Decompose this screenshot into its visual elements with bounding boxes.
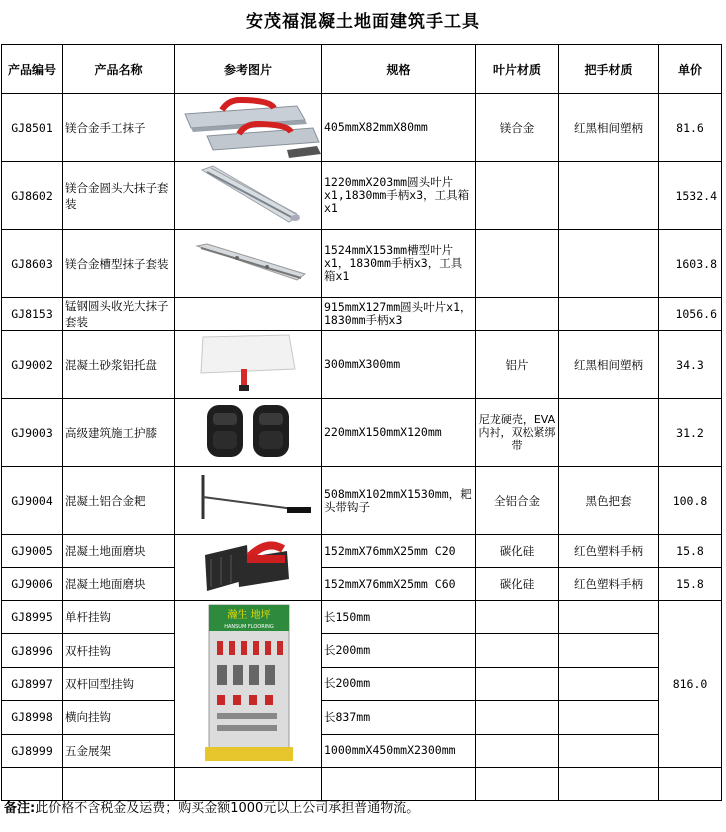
cell-name: 混凝土地面磨块 <box>63 535 175 568</box>
cell-spec: 405mmX82mmX80mm <box>322 94 476 162</box>
table-row <box>2 331 722 399</box>
cell-name: 锰钢圆头收光大抹子套装 <box>63 298 175 331</box>
product-table <box>1 44 722 801</box>
cell-handle: 红色塑料手柄 <box>559 535 659 568</box>
table-row <box>2 162 722 230</box>
cell-handle <box>559 701 659 734</box>
cell-spec: 长837mm <box>322 701 476 734</box>
cell-price: 15.8 <box>659 535 722 568</box>
cell-spec: 508mmX102mmX1530mm，耙头带钩子 <box>322 467 476 535</box>
grinding-block-image <box>177 535 322 597</box>
cell-code: GJ8999 <box>2 734 63 767</box>
cell-blade <box>476 634 559 667</box>
table-row <box>2 298 722 331</box>
empty-cell <box>2 768 63 801</box>
header-spec: 规格 <box>322 45 476 94</box>
cell-code: GJ9005 <box>2 535 63 568</box>
cell-spec: 1524mmX153mm槽型叶片x1，1830mm手柄x3，工具箱x1 <box>322 230 476 298</box>
cell-price: 1603.8 <box>659 230 722 298</box>
cell-spec: 220mmX150mmX120mm <box>322 399 476 467</box>
knee-pads-image <box>177 399 322 463</box>
header-code: 产品编号 <box>2 45 63 94</box>
table-row <box>2 467 722 535</box>
display-brand-text: 瀚生 地坪 <box>227 610 271 621</box>
cell-image <box>175 535 322 601</box>
cell-spec: 长200mm <box>322 667 476 700</box>
table-row <box>2 634 722 667</box>
header-blade: 叶片材质 <box>476 45 559 94</box>
cell-handle: 红色塑料手柄 <box>559 568 659 601</box>
cell-code: GJ8996 <box>2 634 63 667</box>
cell-name: 双杆回型挂钩 <box>63 667 175 700</box>
cell-handle: 红黑相间塑柄 <box>559 94 659 162</box>
empty-cell <box>559 768 659 801</box>
cell-name: 混凝土地面磨块 <box>63 568 175 601</box>
empty-cell <box>63 768 175 801</box>
empty-cell <box>659 768 722 801</box>
rake-image <box>177 467 322 531</box>
cell-handle <box>559 298 659 331</box>
cell-name: 镁合金槽型抹子套装 <box>63 230 175 298</box>
table-row <box>2 399 722 467</box>
cell-code: GJ8997 <box>2 667 63 700</box>
table-row <box>2 601 722 634</box>
cell-blade: 全铝合金 <box>476 467 559 535</box>
cell-code: GJ8602 <box>2 162 63 230</box>
cell-price: 31.2 <box>659 399 722 467</box>
cell-name: 单杆挂钩 <box>63 601 175 634</box>
cell-blade <box>476 298 559 331</box>
cell-image <box>175 331 322 399</box>
cell-blade: 尼龙硬壳，EVA内衬，双松紧绑带 <box>476 399 559 467</box>
cell-price: 15.8 <box>659 568 722 601</box>
cell-handle <box>559 162 659 230</box>
cell-image <box>175 601 322 768</box>
cell-price: 81.6 <box>659 94 722 162</box>
cell-name: 镁合金圆头大抹子套装 <box>63 162 175 230</box>
cell-spec: 1000mmX450mmX2300mm <box>322 734 476 767</box>
note-text: 此价格不含税金及运费；购买金额1000元以上公司承担普通物流。 <box>35 801 420 816</box>
display-brand-en-text: HANSUM FLOORING <box>224 624 274 630</box>
cell-code: GJ9006 <box>2 568 63 601</box>
table-row <box>2 535 722 568</box>
cell-handle <box>559 601 659 634</box>
cell-image <box>175 467 322 535</box>
cell-code: GJ9002 <box>2 331 63 399</box>
cell-blade: 碳化硅 <box>476 568 559 601</box>
cell-blade <box>476 230 559 298</box>
cell-name: 镁合金手工抹子 <box>63 94 175 162</box>
cell-image <box>175 230 322 298</box>
cell-price: 34.3 <box>659 331 722 399</box>
cell-code: GJ9004 <box>2 467 63 535</box>
cell-handle <box>559 230 659 298</box>
header-handle: 把手材质 <box>559 45 659 94</box>
cell-image <box>175 162 322 230</box>
cell-code: GJ9003 <box>2 399 63 467</box>
cell-spec: 300mmX300mm <box>322 331 476 399</box>
cell-blade <box>476 701 559 734</box>
cell-name: 混凝土铝合金耙 <box>63 467 175 535</box>
cell-code: GJ8998 <box>2 701 63 734</box>
cell-spec: 长200mm <box>322 634 476 667</box>
cell-spec: 915mmX127mm圆头叶片x1，1830mm手柄x3 <box>322 298 476 331</box>
cell-image <box>175 298 322 331</box>
cell-blade <box>476 162 559 230</box>
cell-name: 双杆挂钩 <box>63 634 175 667</box>
round-trowel-image <box>177 162 322 226</box>
cell-code: GJ8153 <box>2 298 63 331</box>
cell-code: GJ8995 <box>2 601 63 634</box>
cell-spec: 长150mm <box>322 601 476 634</box>
cell-spec: 152mmX76mmX25mm C60 <box>322 568 476 601</box>
cell-handle: 黑色把套 <box>559 467 659 535</box>
header-image: 参考图片 <box>175 45 322 94</box>
cell-name: 五金展架 <box>63 734 175 767</box>
table-row <box>2 701 722 734</box>
table-row <box>2 667 722 700</box>
empty-cell <box>175 768 322 801</box>
cell-code: GJ8501 <box>2 94 63 162</box>
cell-spec: 152mmX76mmX25mm C20 <box>322 535 476 568</box>
cell-price: 816.0 <box>659 601 722 768</box>
table-row <box>2 734 722 767</box>
header-price: 单价 <box>659 45 722 94</box>
table-header-row <box>2 45 722 94</box>
cell-blade: 碳化硅 <box>476 535 559 568</box>
header-name: 产品名称 <box>63 45 175 94</box>
cell-blade <box>476 734 559 767</box>
empty-row <box>2 768 722 801</box>
cell-blade <box>476 601 559 634</box>
cell-blade: 铝片 <box>476 331 559 399</box>
cell-spec: 1220mmX203mm圆头叶片x1,1830mm手柄x3，工具箱x1 <box>322 162 476 230</box>
cell-handle <box>559 734 659 767</box>
cell-name: 横向挂钩 <box>63 701 175 734</box>
display-rack-image <box>177 601 322 764</box>
cell-blade: 镁合金 <box>476 94 559 162</box>
cell-name: 高级建筑施工护膝 <box>63 399 175 467</box>
table-row <box>2 568 722 601</box>
cell-blade <box>476 667 559 700</box>
cell-image <box>175 94 322 162</box>
cell-image <box>175 399 322 467</box>
table-row <box>2 230 722 298</box>
footer-note <box>4 797 419 816</box>
empty-cell <box>476 768 559 801</box>
cell-handle <box>559 667 659 700</box>
cell-handle <box>559 634 659 667</box>
cell-name: 混凝土砂浆铝托盘 <box>63 331 175 399</box>
cell-price: 100.8 <box>659 467 722 535</box>
sheet-title: 安茂福混凝土地面建筑手工具 <box>246 12 480 32</box>
channel-trowel-image <box>177 230 322 294</box>
hawk-tray-image <box>177 331 322 395</box>
cell-price: 1056.6 <box>659 298 722 331</box>
table-row <box>2 94 722 162</box>
cell-handle: 红黑相间塑柄 <box>559 331 659 399</box>
cell-price: 1532.4 <box>659 162 722 230</box>
note-label: 备注: <box>4 801 36 816</box>
hand-trowel-image <box>177 94 322 158</box>
empty-cell <box>322 768 476 801</box>
cell-code: GJ8603 <box>2 230 63 298</box>
cell-handle <box>559 399 659 467</box>
